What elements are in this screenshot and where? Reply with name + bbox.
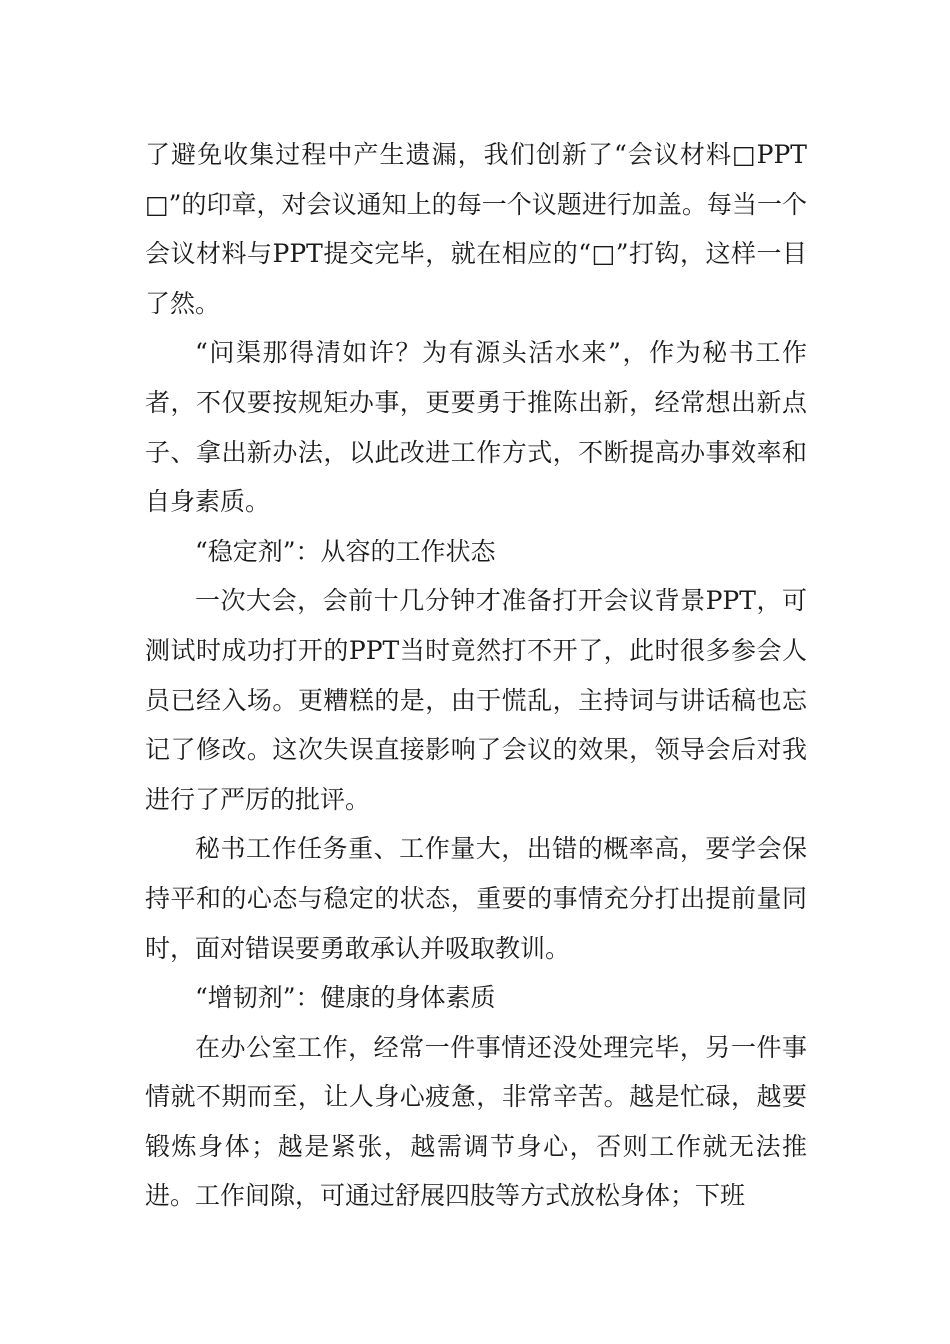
document-body [145, 130, 807, 1221]
body-paragraph-4: 秘书工作任务重、工作量大，出错的概率高，要学会保持平和的心态与稳定的状态，重要的事情充分打出提前量同时，面对错误要勇敢承认并吸取教训。 [145, 834, 807, 963]
body-paragraph-2: “问渠那得清如许？为有源头活水来”，作为秘书工作者，不仅要按规矩办事，更要勇于推陈出新，经常想出新点子、拿出新办法，以此改进工作方式，不断提高办事效率和自身素质。 [145, 338, 807, 517]
body-paragraph-5: 在办公室工作，经常一件事情还没处理完毕，另一件事情就不期而至，让人身心疲惫，非常辛苦。越是忙碌，越要锻炼身体；越是紧张，越需调节身心，否则工作就无法推进。工作间隙，可通过舒展四肢等方式放松身体；下班 [145, 1032, 807, 1211]
body-paragraph-1: 了避免收集过程中产生遗漏，我们创新了“会议材料□PPT□”的印章，对会议通知上的每一个议题进行加盖。每当一个会议材料与PPT提交完毕，就在相应的“□”打钩，这样一目了然。 [145, 140, 807, 318]
section-heading-toughener: “增韧剂”：健康的身体素质 [195, 983, 496, 1013]
section-heading-stabilizer: “稳定剂”：从容的工作状态 [195, 536, 496, 566]
body-paragraph-3: 一次大会，会前十几分钟才准备打开会议背景PPT，可测试时成功打开的PPT当时竟然打不开了，此时很多参会人员已经入场。更糟糕的是，由于慌乱，主持词与讲话稿也忘记了修改。这次失误直接影响了会议的效果，领导会后对我进行了严厉的批评。 [145, 586, 807, 814]
